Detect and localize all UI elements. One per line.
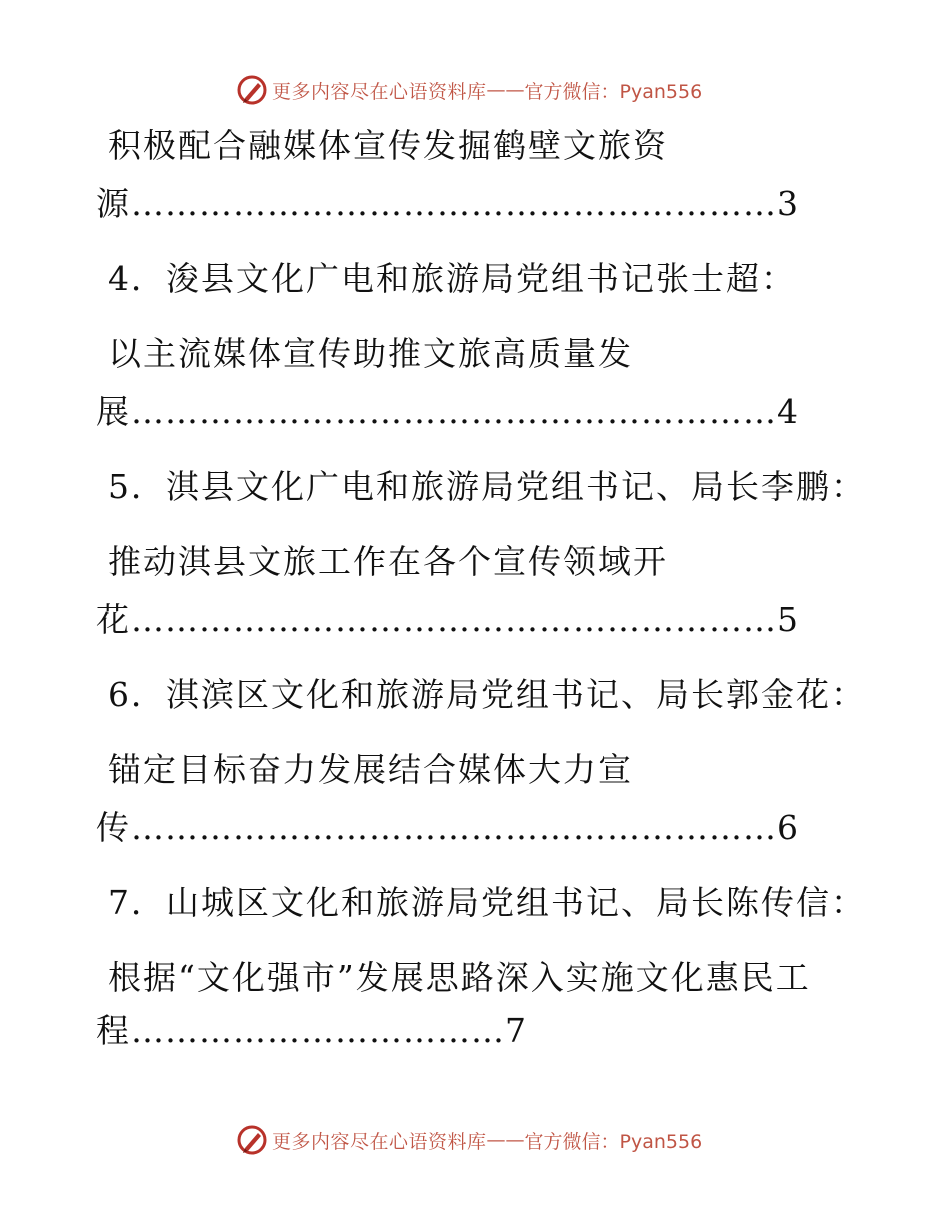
toc-page-number: 4 (777, 392, 800, 431)
toc-leader-dots: …………………………… (131, 1011, 505, 1050)
toc-title-line-3: 积极配合融媒体宣传发掘鹤壁文旅资 (108, 126, 668, 165)
toc-page-number: 5 (777, 600, 800, 639)
toc-leader-dots: ………………………………………………… (131, 392, 777, 431)
banner-dash: —— (486, 79, 525, 101)
toc-tail-char: 展 (96, 392, 131, 431)
toc-tail-char: 花 (96, 600, 131, 639)
toc-tail-char: 程 (96, 1011, 131, 1050)
toc-leader-line-6 (96, 808, 800, 848)
header-banner (0, 70, 950, 110)
toc-heading-6: 6．淇滨区文化和旅游局党组书记、局长郭金花： (108, 675, 866, 714)
toc-title-line-5: 推动淇县文旅工作在各个宣传领域开 (108, 542, 668, 581)
toc-page-number: 6 (777, 808, 800, 847)
toc-leader-line-5 (96, 600, 800, 640)
toc-tail-char: 传 (96, 808, 131, 847)
toc-leader-dots: ………………………………………………… (131, 600, 777, 639)
banner-wechat: 官方微信：Pyan556 (524, 1130, 703, 1153)
banner-dash: —— (486, 1129, 525, 1151)
toc-title-line-6: 锚定目标奋力发展结合媒体大力宣 (108, 750, 633, 789)
banner-text: 更多内容尽在心语资料库 (272, 80, 487, 103)
toc-title-line-7: 根据“文化强市”发展思路深入实施文化惠民工 (108, 958, 811, 997)
toc-heading-5: 5．淇县文化广电和旅游局党组书记、局长李鹏： (108, 467, 866, 506)
pen-logo-icon (236, 74, 268, 106)
toc-leader-dots: ………………………………………………… (131, 184, 777, 223)
toc-leader-line-7 (96, 1011, 528, 1051)
toc-leader-dots: ………………………………………………… (131, 808, 777, 847)
toc-page-number: 7 (505, 1011, 528, 1050)
banner-wechat: 官方微信：Pyan556 (524, 80, 703, 103)
banner-text: 更多内容尽在心语资料库 (272, 1130, 487, 1153)
toc-heading-4: 4．浚县文化广电和旅游局党组书记张士超： (108, 259, 796, 298)
toc-heading-7: 7．山城区文化和旅游局党组书记、局长陈传信： (108, 883, 866, 922)
toc-leader-line-3 (96, 184, 800, 224)
pen-logo-icon (236, 1124, 268, 1156)
toc-page-number: 3 (777, 184, 800, 223)
toc-title-line-4: 以主流媒体宣传助推文旅高质量发 (108, 334, 633, 373)
footer-banner (0, 1120, 950, 1160)
toc-tail-char: 源 (96, 184, 131, 223)
toc-leader-line-4 (96, 392, 800, 432)
